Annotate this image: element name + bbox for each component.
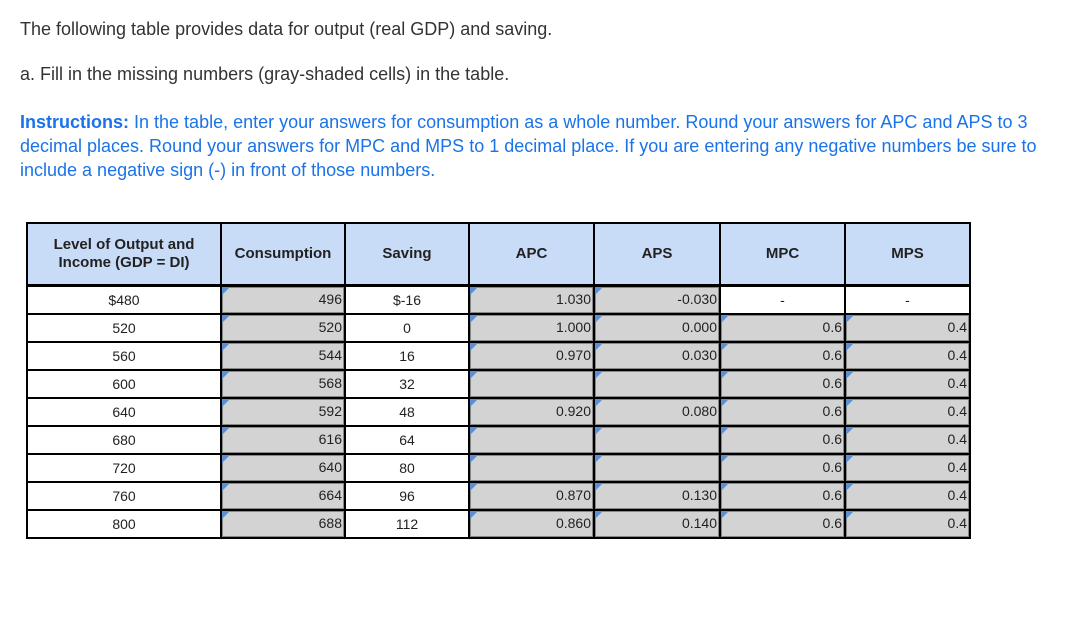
intro-text: The following table provides data for output (real GDP) and saving. xyxy=(20,19,553,39)
level-cell: 560 xyxy=(27,342,221,370)
apc-input-cell[interactable] xyxy=(469,370,594,398)
input-flag-icon xyxy=(222,343,230,351)
consumption-value: 496 xyxy=(318,291,342,307)
mpc-value: 0.6 xyxy=(822,403,842,419)
input-flag-icon xyxy=(470,511,478,519)
apc-value: 1.030 xyxy=(555,291,591,307)
level-cell: 720 xyxy=(27,454,221,482)
mpc-value: 0.6 xyxy=(822,487,842,503)
header-mpc: MPC xyxy=(720,223,845,286)
table-row xyxy=(27,286,970,315)
aps-value: 0.000 xyxy=(681,319,717,335)
input-flag-icon xyxy=(595,371,603,379)
consumption-input-cell[interactable] xyxy=(221,426,345,454)
mps-value: 0.4 xyxy=(947,487,967,503)
apc-value: 0.870 xyxy=(555,487,591,503)
instructions xyxy=(20,110,1065,182)
input-flag-icon xyxy=(721,483,729,491)
input-flag-icon xyxy=(721,427,729,435)
input-flag-icon xyxy=(470,399,478,407)
input-flag-icon xyxy=(721,511,729,519)
apc-value: 0.920 xyxy=(555,403,591,419)
input-flag-icon xyxy=(222,371,230,379)
input-flag-icon xyxy=(846,483,854,491)
mpc-value: 0.6 xyxy=(822,347,842,363)
mps-value: 0.4 xyxy=(947,347,967,363)
mpc-value: 0.6 xyxy=(822,515,842,531)
table-row xyxy=(27,454,970,482)
mps-value: 0.4 xyxy=(947,459,967,475)
aps-value: -0.030 xyxy=(677,291,717,307)
consumption-value: 640 xyxy=(318,459,342,475)
mpc-input-cell[interactable] xyxy=(720,398,845,426)
input-flag-icon xyxy=(595,427,603,435)
input-flag-icon xyxy=(595,315,603,323)
input-flag-icon xyxy=(721,315,729,323)
input-flag-icon xyxy=(595,343,603,351)
input-flag-icon xyxy=(470,371,478,379)
mps-input-cell[interactable] xyxy=(845,370,970,398)
mpc-value: 0.6 xyxy=(822,319,842,335)
table-row xyxy=(27,342,970,370)
mpc-input-cell[interactable] xyxy=(720,342,845,370)
mpc-input-cell[interactable] xyxy=(720,454,845,482)
table-row xyxy=(27,370,970,398)
consumption-input-cell[interactable] xyxy=(221,482,345,510)
input-flag-icon xyxy=(846,427,854,435)
mps-input-cell[interactable] xyxy=(845,426,970,454)
input-flag-icon xyxy=(470,287,478,295)
mpc-value: 0.6 xyxy=(822,459,842,475)
aps-value: 0.130 xyxy=(681,487,717,503)
saving-cell: 16 xyxy=(345,342,469,370)
mps-value: 0.4 xyxy=(947,403,967,419)
apc-input-cell[interactable] xyxy=(469,482,594,510)
input-flag-icon xyxy=(846,343,854,351)
input-flag-icon xyxy=(721,343,729,351)
apc-value: 1.000 xyxy=(555,319,591,335)
input-flag-icon xyxy=(470,483,478,491)
apc-value: 0.970 xyxy=(555,347,591,363)
input-flag-icon xyxy=(721,455,729,463)
part-a-text: a. Fill in the missing numbers (gray-shaded cells) in the table. xyxy=(20,64,510,84)
consumption-value: 592 xyxy=(318,403,342,419)
aps-input-cell[interactable] xyxy=(594,454,720,482)
apc-input-cell[interactable] xyxy=(469,342,594,370)
aps-input-cell[interactable] xyxy=(594,342,720,370)
consumption-input-cell[interactable] xyxy=(221,342,345,370)
mps-input-cell[interactable] xyxy=(845,342,970,370)
table-row xyxy=(27,314,970,342)
input-flag-icon xyxy=(721,399,729,407)
level-cell: 600 xyxy=(27,370,221,398)
apc-input-cell[interactable] xyxy=(469,286,594,315)
consumption-value: 544 xyxy=(318,347,342,363)
header-mps: MPS xyxy=(845,223,970,286)
saving-cell: 48 xyxy=(345,398,469,426)
header-saving: Saving xyxy=(345,223,469,286)
level-cell: 680 xyxy=(27,426,221,454)
header-level: Level of Output and Income (GDP = DI) xyxy=(27,223,221,286)
aps-value: 0.080 xyxy=(681,403,717,419)
input-flag-icon xyxy=(595,511,603,519)
input-flag-icon xyxy=(721,371,729,379)
data-table xyxy=(26,222,971,539)
consumption-input-cell[interactable] xyxy=(221,510,345,538)
consumption-value: 520 xyxy=(318,319,342,335)
input-flag-icon xyxy=(846,315,854,323)
aps-input-cell[interactable] xyxy=(594,482,720,510)
level-cell: 800 xyxy=(27,510,221,538)
mps-input-cell[interactable] xyxy=(845,454,970,482)
input-flag-icon xyxy=(222,399,230,407)
mpc-value: 0.6 xyxy=(822,375,842,391)
consumption-value: 616 xyxy=(318,431,342,447)
table-row xyxy=(27,398,970,426)
saving-cell: 0 xyxy=(345,314,469,342)
input-flag-icon xyxy=(222,287,230,295)
aps-input-cell[interactable] xyxy=(594,510,720,538)
input-flag-icon xyxy=(222,511,230,519)
input-flag-icon xyxy=(222,483,230,491)
apc-input-cell[interactable] xyxy=(469,314,594,342)
aps-value: 0.030 xyxy=(681,347,717,363)
consumption-input-cell[interactable] xyxy=(221,314,345,342)
level-cell: 640 xyxy=(27,398,221,426)
consumption-value: 568 xyxy=(318,375,342,391)
mps-value: 0.4 xyxy=(947,375,967,391)
input-flag-icon xyxy=(222,315,230,323)
apc-value: 0.860 xyxy=(555,515,591,531)
input-flag-icon xyxy=(595,483,603,491)
input-flag-icon xyxy=(595,399,603,407)
input-flag-icon xyxy=(470,455,478,463)
consumption-input-cell[interactable] xyxy=(221,398,345,426)
saving-cell: 80 xyxy=(345,454,469,482)
input-flag-icon xyxy=(222,427,230,435)
mps-cell: - xyxy=(845,286,970,315)
saving-cell: 32 xyxy=(345,370,469,398)
instructions-label: Instructions: xyxy=(20,112,130,132)
input-flag-icon xyxy=(846,399,854,407)
table-row xyxy=(27,426,970,454)
consumption-value: 664 xyxy=(318,487,342,503)
header-apc: APC xyxy=(469,223,594,286)
mpc-input-cell[interactable] xyxy=(720,370,845,398)
apc-input-cell[interactable] xyxy=(469,510,594,538)
mps-input-cell[interactable] xyxy=(845,510,970,538)
level-cell: $480 xyxy=(27,286,221,315)
aps-input-cell[interactable] xyxy=(594,398,720,426)
aps-input-cell[interactable] xyxy=(594,370,720,398)
table-body xyxy=(27,286,970,539)
level-cell: 760 xyxy=(27,482,221,510)
input-flag-icon xyxy=(595,287,603,295)
saving-cell: 96 xyxy=(345,482,469,510)
mpc-cell: - xyxy=(720,286,845,315)
input-flag-icon xyxy=(846,455,854,463)
aps-input-cell[interactable] xyxy=(594,314,720,342)
apc-input-cell[interactable] xyxy=(469,398,594,426)
saving-cell: 112 xyxy=(345,510,469,538)
mps-value: 0.4 xyxy=(947,515,967,531)
input-flag-icon xyxy=(470,427,478,435)
level-cell: 520 xyxy=(27,314,221,342)
consumption-value: 688 xyxy=(318,515,342,531)
mps-input-cell[interactable] xyxy=(845,482,970,510)
consumption-input-cell[interactable] xyxy=(221,454,345,482)
input-flag-icon xyxy=(470,343,478,351)
header-row xyxy=(27,223,970,286)
input-flag-icon xyxy=(470,315,478,323)
aps-input-cell[interactable] xyxy=(594,286,720,315)
aps-input-cell[interactable] xyxy=(594,426,720,454)
mps-input-cell[interactable] xyxy=(845,398,970,426)
consumption-input-cell[interactable] xyxy=(221,286,345,315)
input-flag-icon xyxy=(846,371,854,379)
saving-cell: $-16 xyxy=(345,286,469,315)
header-consumption: Consumption xyxy=(221,223,345,286)
input-flag-icon xyxy=(846,511,854,519)
instructions-text: In the table, enter your answers for consumption as a whole number. Round your answers for APC and APS to 3 decimal places. Round your answers for MPC and MPS to 1 decimal place. If you are entering any negative numbers be sure to include a negative sign (-) in front of those numbers. xyxy=(20,112,1037,180)
apc-input-cell[interactable] xyxy=(469,454,594,482)
table-row xyxy=(27,482,970,510)
mpc-input-cell[interactable] xyxy=(720,426,845,454)
table-row xyxy=(27,510,970,538)
input-flag-icon xyxy=(222,455,230,463)
mps-input-cell[interactable] xyxy=(845,314,970,342)
input-flag-icon xyxy=(595,455,603,463)
mpc-input-cell[interactable] xyxy=(720,482,845,510)
apc-input-cell[interactable] xyxy=(469,426,594,454)
mps-value: 0.4 xyxy=(947,319,967,335)
mpc-input-cell[interactable] xyxy=(720,314,845,342)
mpc-value: 0.6 xyxy=(822,431,842,447)
aps-value: 0.140 xyxy=(681,515,717,531)
consumption-input-cell[interactable] xyxy=(221,370,345,398)
mps-value: 0.4 xyxy=(947,431,967,447)
header-aps: APS xyxy=(594,223,720,286)
mpc-input-cell[interactable] xyxy=(720,510,845,538)
saving-cell: 64 xyxy=(345,426,469,454)
